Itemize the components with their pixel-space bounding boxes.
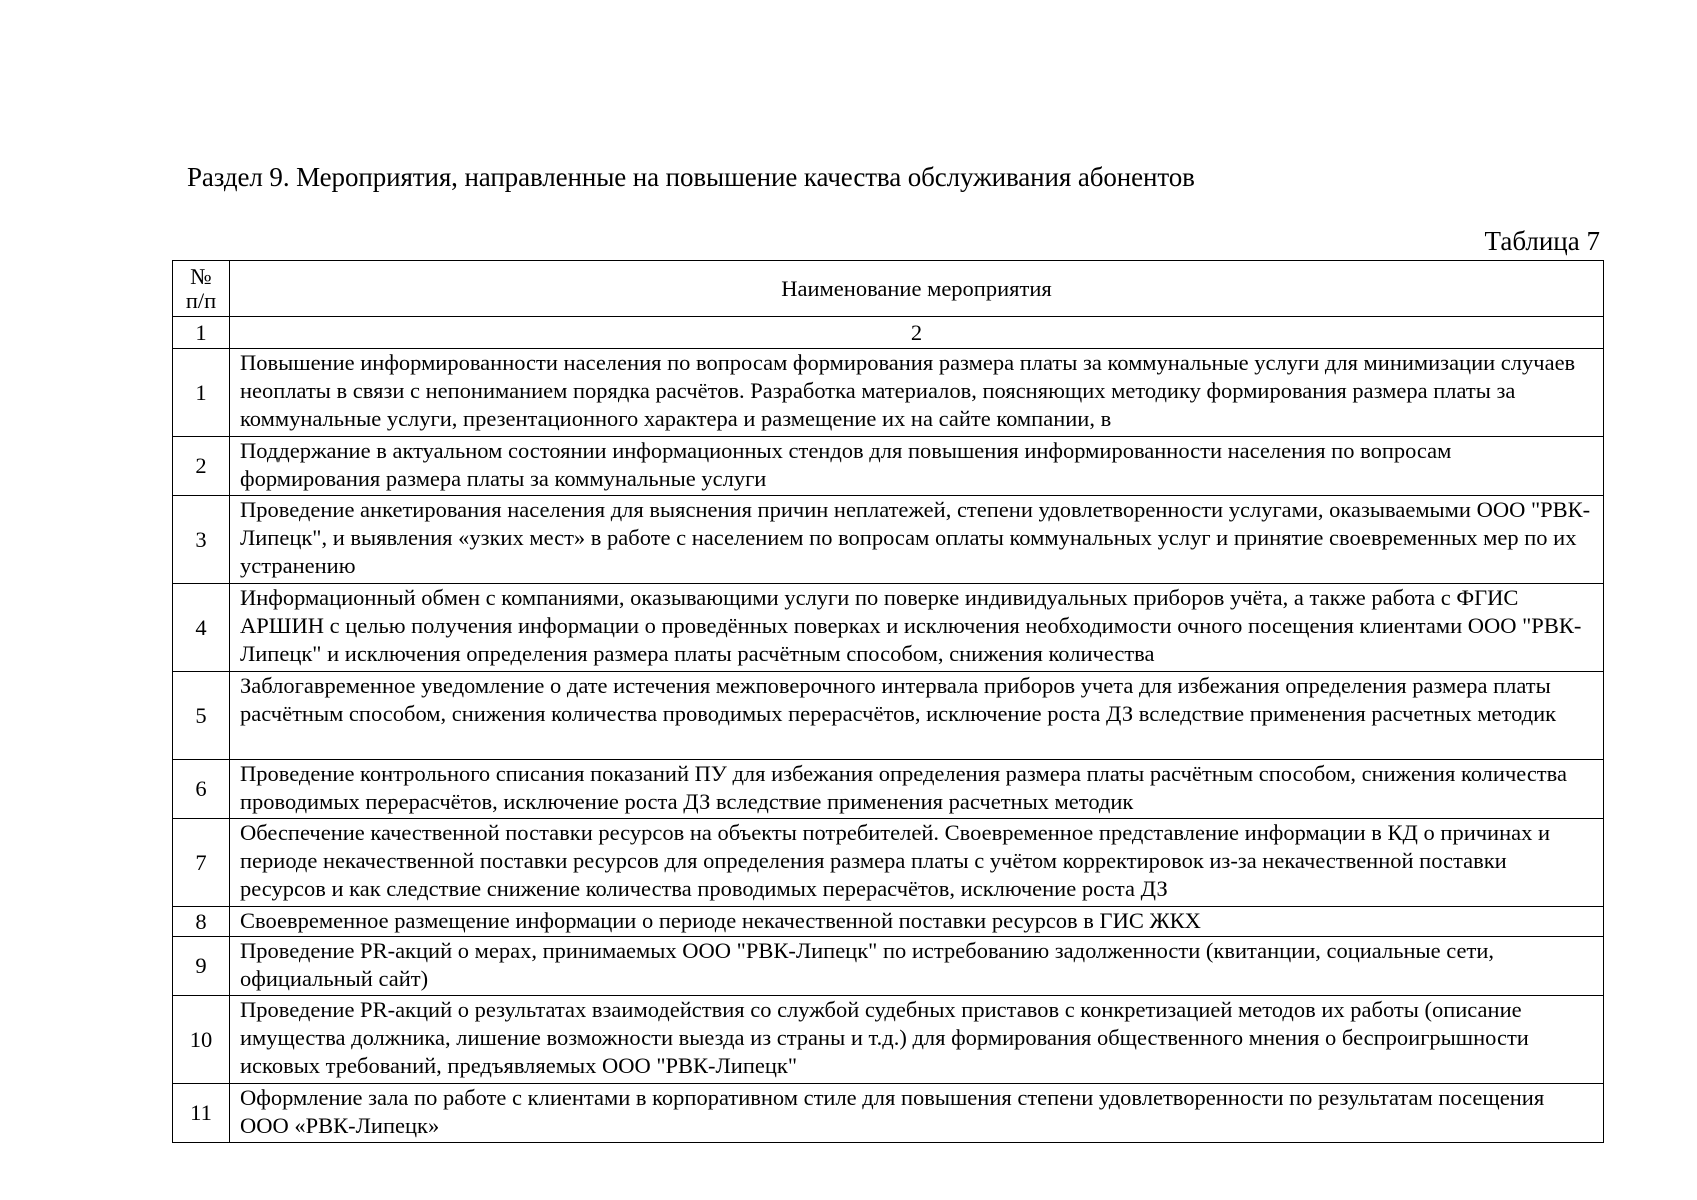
row-number: 10 bbox=[173, 996, 230, 1084]
header-num-symbol: № bbox=[190, 263, 212, 289]
row-text bbox=[230, 760, 1604, 819]
table-row bbox=[173, 584, 1604, 672]
table-row bbox=[173, 349, 1604, 437]
header-num-cell bbox=[173, 261, 230, 317]
row-text-content: Поддержание в актуальном состоянии информационных стендов для повышения информированности населения по вопросам формирования размера платы за коммунальные услуги bbox=[240, 438, 1452, 491]
row-number: 11 bbox=[173, 1084, 230, 1143]
row-text bbox=[230, 907, 1604, 937]
row-text bbox=[230, 996, 1604, 1084]
table-label: Таблица 7 bbox=[1484, 226, 1600, 256]
column-index-2: 2 bbox=[230, 317, 1604, 349]
row-text bbox=[230, 819, 1604, 907]
section-title: Раздел 9. Мероприятия, направленные на повышение качества обслуживания абонентов bbox=[187, 162, 1195, 192]
row-text bbox=[230, 584, 1604, 672]
row-number: 5 bbox=[173, 672, 230, 760]
table-row bbox=[173, 760, 1604, 819]
row-text-content: Проведение PR-акций о результатах взаимодействия со службой судебных приставов с конкретизацией методов их работы (описание имущества должника, лишение возможности выезда из страны и т.д.) для формирования общественного мнения о беспроигрышности исковых требований, предъявляемых ООО "РВК-Липецк" bbox=[240, 997, 1529, 1078]
header-name-cell: Наименование мероприятия bbox=[230, 261, 1604, 317]
table-row bbox=[173, 437, 1604, 496]
row-text-content: Повышение информированности населения по вопросам формирования размера платы за коммунальные услуги для минимизации случаев неоплаты в связи с непониманием порядка расчётов. Разработка материалов, поясняющих методику формирования размера платы за коммунальные услуги, презентационного характера и размещение их на сайте компании, в bbox=[240, 350, 1576, 431]
table-row bbox=[173, 1084, 1604, 1143]
row-number: 2 bbox=[173, 437, 230, 496]
row-text bbox=[230, 672, 1604, 760]
table-row bbox=[173, 496, 1604, 584]
row-text-content: Своевременное размещение информации о периоде некачественной поставки ресурсов в ГИС ЖКХ bbox=[240, 908, 1201, 933]
row-text bbox=[230, 437, 1604, 496]
row-number: 8 bbox=[173, 907, 230, 937]
table-row bbox=[173, 672, 1604, 760]
row-text bbox=[230, 496, 1604, 584]
table-row bbox=[173, 937, 1604, 996]
row-text-content: Информационный обмен с компаниями, оказывающими услуги по поверке индивидуальных приборов учёта, а также работа с ФГИС АРШИН с целью получения информации о проведённых поверках и исключения необходимости очного посещения клиентами ООО "РВК-Липецк" и исключения определения размера платы расчётным способом, снижения количества bbox=[240, 585, 1582, 666]
row-text-content: Заблогавременное уведомление о дате истечения межповерочного интервала приборов учета для избежания определения размера платы расчётным способом, снижения количества проводимых перерасчётов, исключение роста ДЗ вследствие применения расчетных методик bbox=[240, 673, 1557, 726]
table-row bbox=[173, 819, 1604, 907]
row-number: 1 bbox=[173, 349, 230, 437]
table-row bbox=[173, 996, 1604, 1084]
table-row bbox=[173, 907, 1604, 937]
row-text-content: Проведение PR-акций о мерах, принимаемых ООО "РВК-Липецк" по истребованию задолженности (квитанции, социальные сети, официальный сайт) bbox=[240, 938, 1495, 991]
row-number: 3 bbox=[173, 496, 230, 584]
row-number: 6 bbox=[173, 760, 230, 819]
measures-table bbox=[172, 260, 1604, 1143]
row-text-content: Оформление зала по работе с клиентами в корпоративном стиле для повышения степени удовлетворенности по результатам посещения ООО «РВК-Липецк» bbox=[240, 1085, 1545, 1138]
header-num-abbrev: п/п bbox=[185, 287, 217, 313]
row-number: 7 bbox=[173, 819, 230, 907]
row-number: 4 bbox=[173, 584, 230, 672]
row-text bbox=[230, 937, 1604, 996]
table-header-row bbox=[173, 261, 1604, 317]
column-index-row bbox=[173, 317, 1604, 349]
row-text-content: Проведение анкетирования населения для выяснения причин неплатежей, степени удовлетворенности услугами, оказываемыми ООО "РВК-Липецк", и выявления «узких мест» в работе с населением по вопросам оплаты коммунальных услуг и принятие своевременных мер по их устранению bbox=[240, 497, 1591, 578]
column-index-1: 1 bbox=[173, 317, 230, 349]
row-text-content: Обеспечение качественной поставки ресурсов на объекты потребителей. Своевременное представление информации в КД о причинах и периоде некачественной поставки ресурсов для определения размера платы с учётом корректировок из-за некачественной поставки ресурсов и как следствие снижение количества проводимых перерасчётов, исключение роста ДЗ bbox=[240, 820, 1551, 901]
row-text bbox=[230, 1084, 1604, 1143]
row-number: 9 bbox=[173, 937, 230, 996]
row-text-content: Проведение контрольного списания показаний ПУ для избежания определения размера платы расчётным способом, снижения количества проводимых перерасчётов, исключение роста ДЗ вследствие применения расчетных методик bbox=[240, 761, 1567, 814]
row-text bbox=[230, 349, 1604, 437]
